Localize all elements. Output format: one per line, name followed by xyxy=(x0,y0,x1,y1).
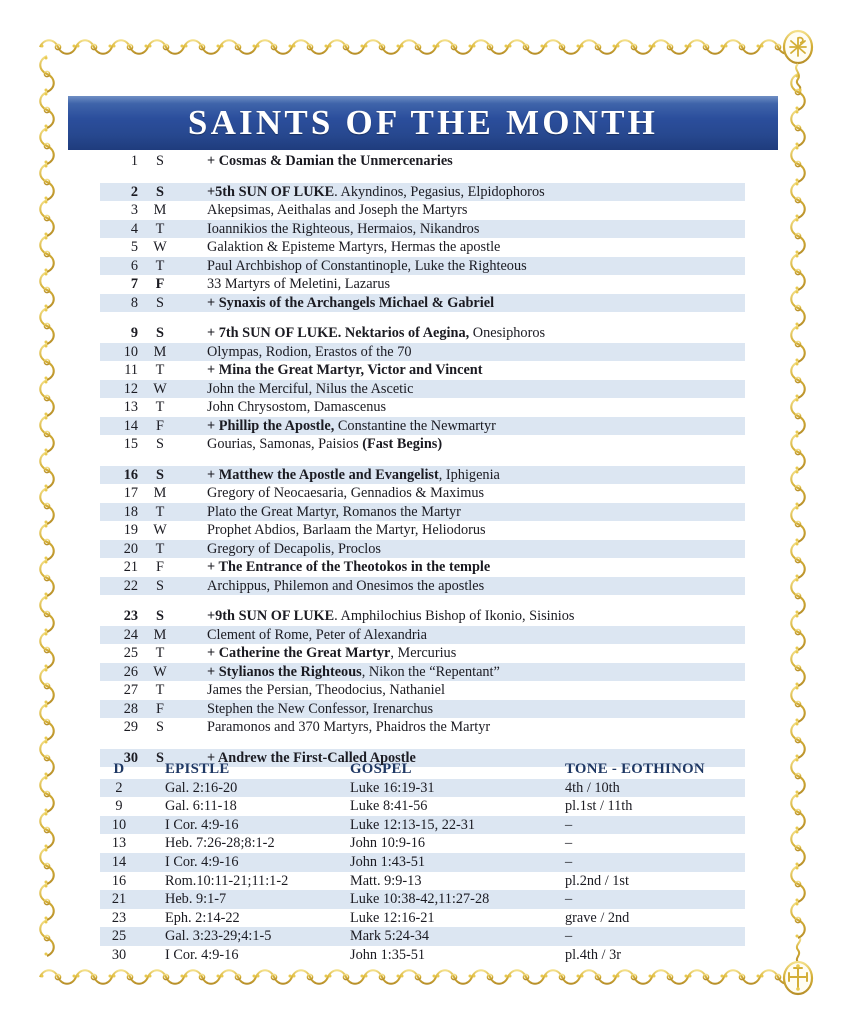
reading-row xyxy=(100,779,745,798)
saint-commemoration-names: Akepsimas, Aeithalas and Joseph the Martyrs xyxy=(207,202,468,218)
saint-feast-name: + Mina the Great Martyr, Victor and Vincent xyxy=(207,362,483,378)
reading-tone: – xyxy=(565,816,573,833)
saint-feast-name: + Andrew the First-Called Apostle xyxy=(207,749,416,766)
week-separator xyxy=(100,454,745,466)
saint-commemoration-names: , Nikon the “Repentant” xyxy=(361,663,500,680)
saint-description xyxy=(182,275,745,294)
reading-gospel: John 1:43-51 xyxy=(350,853,426,870)
reading-gospel: John 10:9-16 xyxy=(350,835,426,852)
saint-day-of-week: M xyxy=(153,343,167,360)
reading-row xyxy=(100,816,745,835)
saint-day-of-week: S xyxy=(156,436,164,452)
reading-row xyxy=(100,872,745,891)
page-title-banner xyxy=(68,96,778,150)
readings-header-tone: TONE - EOTHINON xyxy=(565,761,705,777)
saint-commemoration-names: Constantine the Newmartyr xyxy=(334,417,496,434)
readings-header-row xyxy=(100,760,745,779)
reading-tone: pl.1st / 11th xyxy=(565,798,633,815)
saint-day-of-week: S xyxy=(156,325,164,341)
saint-row xyxy=(100,398,745,417)
saint-feast-name: + 7th SUN OF LUKE. Nektarios of Aegina, xyxy=(207,325,470,341)
saint-day-of-week: M xyxy=(153,202,167,218)
saint-commemoration-names: . Akyndinos, Pegasius, Elpidophoros xyxy=(334,183,545,200)
saint-commemoration-names: Olympas, Rodion, Erastos of the 70 xyxy=(207,343,412,360)
saint-commemoration-names: Paul Archbishop of Constantinople, Luke the Righteous xyxy=(207,257,527,274)
saint-row xyxy=(100,257,745,276)
saint-row xyxy=(100,540,745,559)
reading-gospel: Mark 5:24-34 xyxy=(350,928,430,945)
reading-row xyxy=(100,946,745,965)
reading-epistle: I Cor. 4:9-16 xyxy=(165,853,239,870)
saint-day-of-week: T xyxy=(155,645,165,661)
reading-epistle: Gal. 2:16-20 xyxy=(165,779,238,796)
saint-day-number: 21 xyxy=(123,559,138,575)
saint-day-of-week: S xyxy=(156,749,164,766)
saint-feast-name: +9th SUN OF LUKE xyxy=(207,608,335,624)
saint-row xyxy=(100,681,745,700)
saint-description xyxy=(182,718,745,737)
saint-day-number: 6 xyxy=(130,257,138,274)
readings-header-day: D xyxy=(113,761,125,777)
reading-day: 10 xyxy=(111,816,127,833)
saint-row xyxy=(100,607,745,626)
reading-gospel: Luke 12:13-15, 22-31 xyxy=(350,816,476,833)
saint-row xyxy=(100,152,745,171)
saint-description xyxy=(182,257,745,276)
saint-day-number: 11 xyxy=(124,362,138,378)
week-separator xyxy=(100,737,745,749)
saint-commemoration-names: Clement of Rome, Peter of Alexandria xyxy=(207,626,427,643)
week-separator xyxy=(100,312,745,324)
saint-day-of-week: W xyxy=(153,522,167,538)
saint-day-of-week: F xyxy=(156,417,164,434)
saint-day-of-week: S xyxy=(156,153,164,169)
saint-day-of-week: W xyxy=(153,663,167,680)
saint-row xyxy=(100,466,745,485)
saint-day-number: 1 xyxy=(130,153,138,169)
saint-description xyxy=(182,663,745,682)
saint-row xyxy=(100,521,745,540)
saint-commemoration-names: John Chrysostom, Damascenus xyxy=(207,399,387,415)
saint-commemoration-names: Paramonos and 370 Martyrs, Phaidros the Martyr xyxy=(207,719,491,735)
reading-tone: pl.4th / 3r xyxy=(565,946,621,963)
reading-gospel: Luke 8:41-56 xyxy=(350,798,428,815)
saint-day-number: 7 xyxy=(130,276,138,292)
saint-day-number: 27 xyxy=(123,682,138,698)
saint-description xyxy=(182,361,745,380)
page-title: SAINTS OF THE MONTH xyxy=(187,103,659,142)
saint-day-number: 13 xyxy=(123,399,138,415)
saint-day-number: 18 xyxy=(123,503,138,520)
saint-day-of-week: W xyxy=(153,380,167,397)
saint-feast-name: + Catherine the Great Martyr xyxy=(207,645,391,661)
saint-day-number: 22 xyxy=(123,577,138,594)
reading-tone: – xyxy=(565,928,573,945)
saint-day-number: 8 xyxy=(130,294,138,311)
reading-day: 14 xyxy=(111,853,127,870)
saint-description xyxy=(182,324,745,343)
reading-epistle: I Cor. 4:9-16 xyxy=(165,946,239,963)
saint-row xyxy=(100,343,745,362)
saint-row xyxy=(100,201,745,220)
saint-day-of-week: S xyxy=(156,183,164,200)
saint-commemoration-names: Archippus, Philemon and Onesimos the apostles xyxy=(207,577,485,594)
saint-day-of-week: S xyxy=(156,577,164,594)
saint-commemoration-names: Prophet Abdios, Barlaam the Martyr, Heliodorus xyxy=(207,522,486,538)
reading-tone: – xyxy=(565,835,573,852)
saint-row xyxy=(100,435,745,454)
saint-row xyxy=(100,503,745,522)
saint-row xyxy=(100,294,745,313)
saint-row xyxy=(100,275,745,294)
reading-gospel: John 1:35-51 xyxy=(350,946,426,963)
saint-description xyxy=(182,626,745,645)
saint-description xyxy=(182,343,745,362)
saint-commemoration-names: John the Merciful, Nilus the Ascetic xyxy=(207,380,414,397)
saint-day-number: 12 xyxy=(123,380,138,397)
readings-table xyxy=(100,760,745,965)
reading-tone: grave / 2nd xyxy=(565,909,630,926)
saint-commemoration-names: Ioannikios the Righteous, Hermaios, Nikandros xyxy=(207,220,480,237)
saint-feast-name: + Phillip the Apostle, xyxy=(207,417,335,434)
saint-row xyxy=(100,577,745,596)
reading-epistle: Gal. 6:11-18 xyxy=(165,798,237,815)
saint-feast-name: + Synaxis of the Archangels Michael & Gabriel xyxy=(207,294,495,311)
reading-day: 16 xyxy=(111,872,127,889)
saint-feast-name: + Matthew the Apostle and Evangelist xyxy=(207,466,439,483)
saint-commemoration-names: , Iphigenia xyxy=(438,466,500,483)
saint-day-of-week: M xyxy=(153,485,167,501)
reading-day: 13 xyxy=(111,835,127,852)
saint-description xyxy=(182,558,745,577)
saint-description xyxy=(182,484,745,503)
saint-row xyxy=(100,324,745,343)
saint-description xyxy=(182,380,745,399)
saints-list xyxy=(100,152,745,767)
saint-day-of-week: S xyxy=(156,294,164,311)
saint-commemoration-names: Stephen the New Confessor, Irenarchus xyxy=(207,700,434,717)
saint-row xyxy=(100,380,745,399)
saint-day-of-week: T xyxy=(155,220,165,237)
saint-day-of-week: T xyxy=(155,682,165,698)
saint-row xyxy=(100,644,745,663)
reading-day: 9 xyxy=(115,798,123,815)
saint-commemoration-names: James the Persian, Theodocius, Nathaniel xyxy=(207,682,445,698)
saint-commemoration-names: Gregory of Decapolis, Proclos xyxy=(207,540,381,557)
saint-day-of-week: M xyxy=(153,626,167,643)
saint-row xyxy=(100,558,745,577)
saint-day-number: 3 xyxy=(130,202,138,218)
reading-day: 2 xyxy=(115,779,123,796)
saint-description xyxy=(182,540,745,559)
reading-day: 30 xyxy=(111,946,127,963)
saint-commemoration-names: Galaktion & Episteme Martyrs, Hermas the apostle xyxy=(207,239,501,255)
saint-day-of-week: T xyxy=(155,257,165,274)
reading-tone: – xyxy=(565,891,573,908)
saint-day-number: 5 xyxy=(130,239,138,255)
saint-description xyxy=(182,220,745,239)
saint-day-number: 26 xyxy=(123,663,138,680)
saint-commemoration-names: Gregory of Neocaesaria, Gennadios & Maximus xyxy=(207,485,485,501)
reading-tone: 4th / 10th xyxy=(565,779,620,796)
saint-description xyxy=(182,435,745,454)
saint-day-of-week: T xyxy=(155,399,165,415)
saint-day-of-week: F xyxy=(156,559,164,575)
reading-epistle: Gal. 3:23-29;4:1-5 xyxy=(165,928,272,945)
reading-epistle: Heb. 7:26-28;8:1-2 xyxy=(165,835,275,852)
saint-commemoration-names: Gourias, Samonas, Paisios xyxy=(207,436,363,452)
saint-day-of-week: T xyxy=(155,503,165,520)
saint-day-number: 30 xyxy=(123,749,138,766)
saint-description xyxy=(182,644,745,663)
saint-description xyxy=(182,681,745,700)
saint-commemoration-names: 33 Martyrs of Meletini, Lazarus xyxy=(207,276,391,292)
saint-day-of-week: T xyxy=(155,540,165,557)
reading-row xyxy=(100,909,745,928)
saint-description xyxy=(182,201,745,220)
saint-day-number: 17 xyxy=(123,485,138,501)
saint-day-number: 16 xyxy=(123,466,138,483)
reading-day: 25 xyxy=(111,928,127,945)
reading-epistle: Eph. 2:14-22 xyxy=(165,909,240,926)
saint-day-of-week: F xyxy=(156,700,164,717)
saint-description xyxy=(182,398,745,417)
saint-description xyxy=(182,152,745,171)
saint-day-number: 29 xyxy=(123,719,138,735)
saint-day-number: 20 xyxy=(123,540,138,557)
reading-epistle: Heb. 9:1-7 xyxy=(165,891,227,908)
saint-day-number: 24 xyxy=(123,626,138,643)
saint-description xyxy=(182,521,745,540)
saint-day-of-week: T xyxy=(155,362,165,378)
saint-description xyxy=(182,183,745,202)
reading-day: 21 xyxy=(111,891,127,908)
saint-day-number: 9 xyxy=(130,325,138,341)
reading-gospel: Matt. 9:9-13 xyxy=(350,872,422,889)
saint-description xyxy=(182,238,745,257)
saint-description xyxy=(182,577,745,596)
saint-day-number: 10 xyxy=(123,343,138,360)
saint-description xyxy=(182,700,745,719)
reading-tone: pl.2nd / 1st xyxy=(565,872,629,889)
saint-row xyxy=(100,417,745,436)
reading-epistle: I Cor. 4:9-16 xyxy=(165,816,239,833)
saint-day-of-week: S xyxy=(156,608,164,624)
saint-day-number: 4 xyxy=(130,220,138,237)
saint-day-of-week: S xyxy=(156,719,164,735)
saint-row xyxy=(100,183,745,202)
saint-day-number: 2 xyxy=(130,183,138,200)
saint-description xyxy=(182,417,745,436)
saint-feast-name: + The Entrance of the Theotokos in the temple xyxy=(207,559,491,575)
saint-row xyxy=(100,361,745,380)
saint-day-number: 25 xyxy=(123,645,138,661)
saint-day-number: 14 xyxy=(123,417,138,434)
saint-row xyxy=(100,220,745,239)
saint-day-number: 23 xyxy=(123,608,138,624)
reading-tone: – xyxy=(565,853,573,870)
reading-day: 23 xyxy=(111,909,127,926)
saint-feast-name: + Stylianos the Righteous xyxy=(207,663,362,680)
saint-day-number: 19 xyxy=(123,522,138,538)
saint-commemoration-names: Plato the Great Martyr, Romanos the Martyr xyxy=(207,503,461,520)
saint-day-number: 15 xyxy=(123,436,138,452)
reading-gospel: Luke 10:38-42,11:27-28 xyxy=(350,891,490,908)
saint-commemoration-names: . Amphilochius Bishop of Ikonio, Sisinios xyxy=(334,608,575,624)
saint-fast-note: (Fast Begins) xyxy=(362,436,443,452)
saint-row xyxy=(100,238,745,257)
saint-commemoration-names: , Mercurius xyxy=(390,645,457,661)
saint-feast-name: +5th SUN OF LUKE xyxy=(207,183,335,200)
saint-row xyxy=(100,718,745,737)
reading-row xyxy=(100,890,745,909)
saint-row xyxy=(100,700,745,719)
saint-day-of-week: S xyxy=(156,466,164,483)
saint-row xyxy=(100,663,745,682)
saint-commemoration-names: Onesiphoros xyxy=(469,325,546,341)
saint-day-number: 28 xyxy=(123,700,138,717)
saint-description xyxy=(182,607,745,626)
saint-description xyxy=(182,294,745,313)
reading-row xyxy=(100,927,745,946)
saint-feast-name: + Cosmas & Damian the Unmercenaries xyxy=(207,153,453,169)
saint-row xyxy=(100,626,745,645)
saint-description xyxy=(182,466,745,485)
week-separator xyxy=(100,595,745,607)
reading-row xyxy=(100,853,745,872)
reading-gospel: Luke 16:19-31 xyxy=(350,779,435,796)
reading-row xyxy=(100,797,745,816)
week-separator xyxy=(100,171,745,183)
reading-gospel: Luke 12:16-21 xyxy=(350,909,435,926)
saint-day-of-week: F xyxy=(155,276,165,292)
reading-epistle: Rom.10:11-21;11:1-2 xyxy=(165,872,289,889)
saint-row xyxy=(100,484,745,503)
readings-header-gospel: GOSPEL xyxy=(350,761,412,777)
readings-header-epistle: EPISTLE xyxy=(165,761,230,777)
reading-row xyxy=(100,834,745,853)
saint-day-of-week: W xyxy=(153,239,167,255)
saint-description xyxy=(182,503,745,522)
